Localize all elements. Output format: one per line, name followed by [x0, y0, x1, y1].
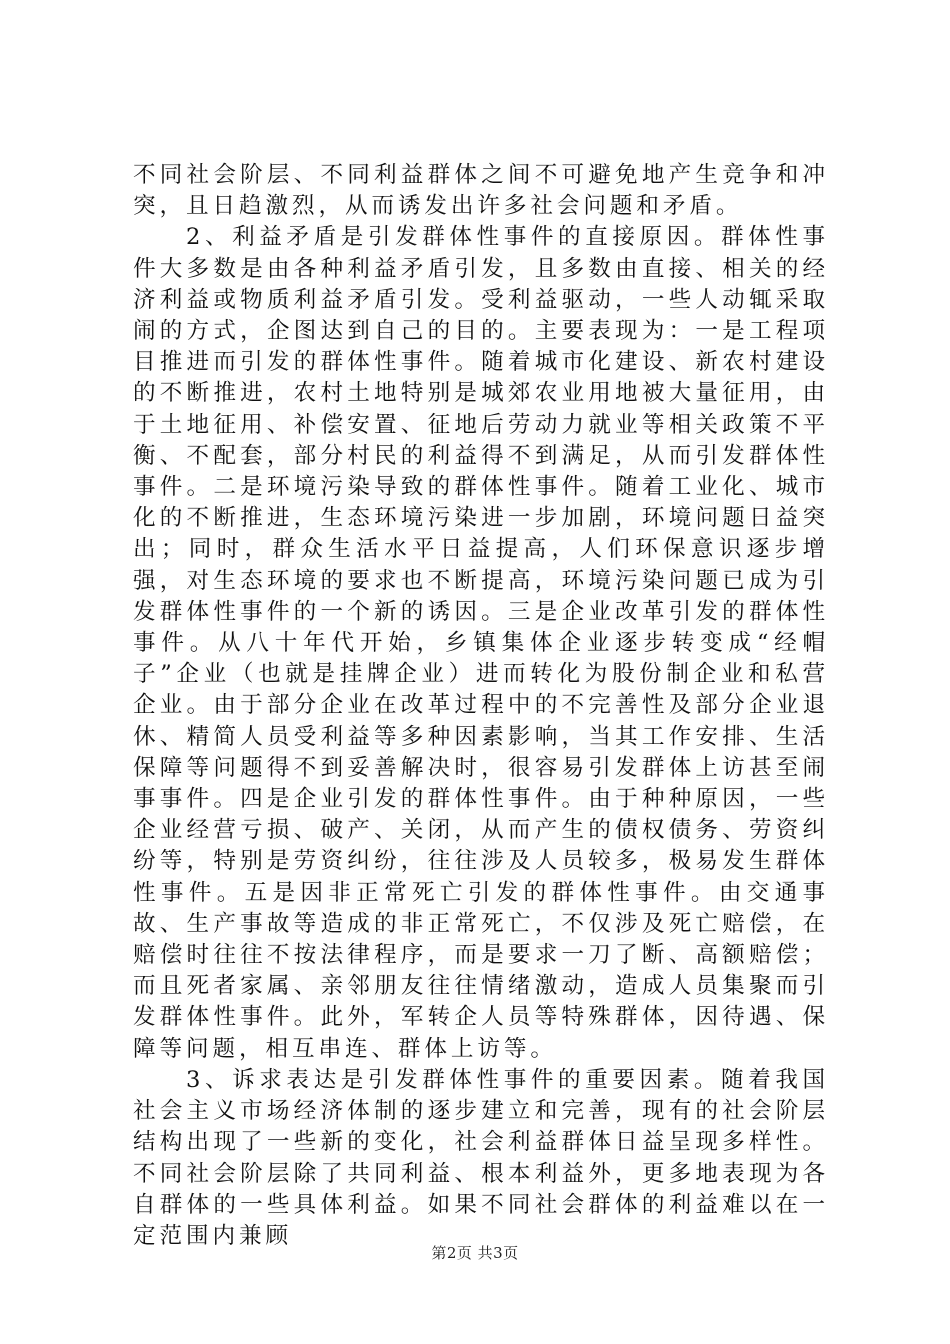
- paragraph-interest-conflict: 2、利益矛盾是引发群体性事件的直接原因。群体性事件大多数是由各种利益矛盾引发，且多数由直接、相关的经济利益或物质利益矛盾引发。受利益驱动，一些人动辄采取闹的方式，企图达到自己的目的。主要表现为：一是工程项目推进而引发的群体性事件。随着城市化建设、新农村建设的不断推进，农村土地特别是城郊农业用地被大量征用，由于土地征用、补偿安置、征地后劳动力就业等相关政策不平衡、不配套，部分村民的利益得不到满足，从而引发群体性事件。二是环境污染导致的群体性事件。随着工业化、城市化的不断推进，生态环境污染进一步加剧，环境问题日益突出；同时，群众生活水平日益提高，人们环保意识逐步增强，对生态环境的要求也不断提高，环境污染问题已成为引发群体性事件的一个新的诱因。三是企业改革引发的群体性事件。从八十年代开始，乡镇集体企业逐步转变成“经帽子”企业（也就是挂牌企业）进而转化为股份制企业和私营企业。由于部分企业在改革过程中的不完善性及部分企业退休、精简人员受利益等多种因素影响，当其工作安排、生活保障等问题得不到妥善解决时，很容易引发群体上访甚至闹事事件。四是企业引发的群体性事件。由于种种原因，一些企业经营亏损、破产、关闭，从而产生的债权债务、劳资纠纷等，特别是劳资纠纷，往往涉及人员较多，极易发生群体性事件。五是因非正常死亡引发的群体性事件。由交通事故、生产事故等造成的非正常死亡，不仅涉及死亡赔偿，在赔偿时往往不按法律程序，而是要求一刀了断、高额赔偿；而且死者家属、亲邻朋友往往情绪激动，造成人员集聚而引发群体性事件。此外，军转企人员等特殊群体，因待遇、保障等问题，相互串连、群体上访等。: [133, 224, 829, 1062]
- page-number-footer: 第2页 共3页: [431, 1244, 519, 1262]
- paragraph-continuation: 不同社会阶层、不同利益群体之间不可避免地产生竞争和冲突，且日趋激烈，从而诱发出许多社会问题和矛盾。: [133, 162, 829, 220]
- paragraph-appeal-expression: 3、诉求表达是引发群体性事件的重要因素。随着我国社会主义市场经济体制的逐步建立和完善，现有的社会阶层结构出现了一些新的变化，社会利益群体日益呈现多样性。不同社会阶层除了共同利益、根本利益外，更多地表现为各自群体的一些具体利益。如果不同社会群体的利益难以在一定范围内兼顾: [133, 1066, 829, 1249]
- document-body: [133, 160, 829, 1252]
